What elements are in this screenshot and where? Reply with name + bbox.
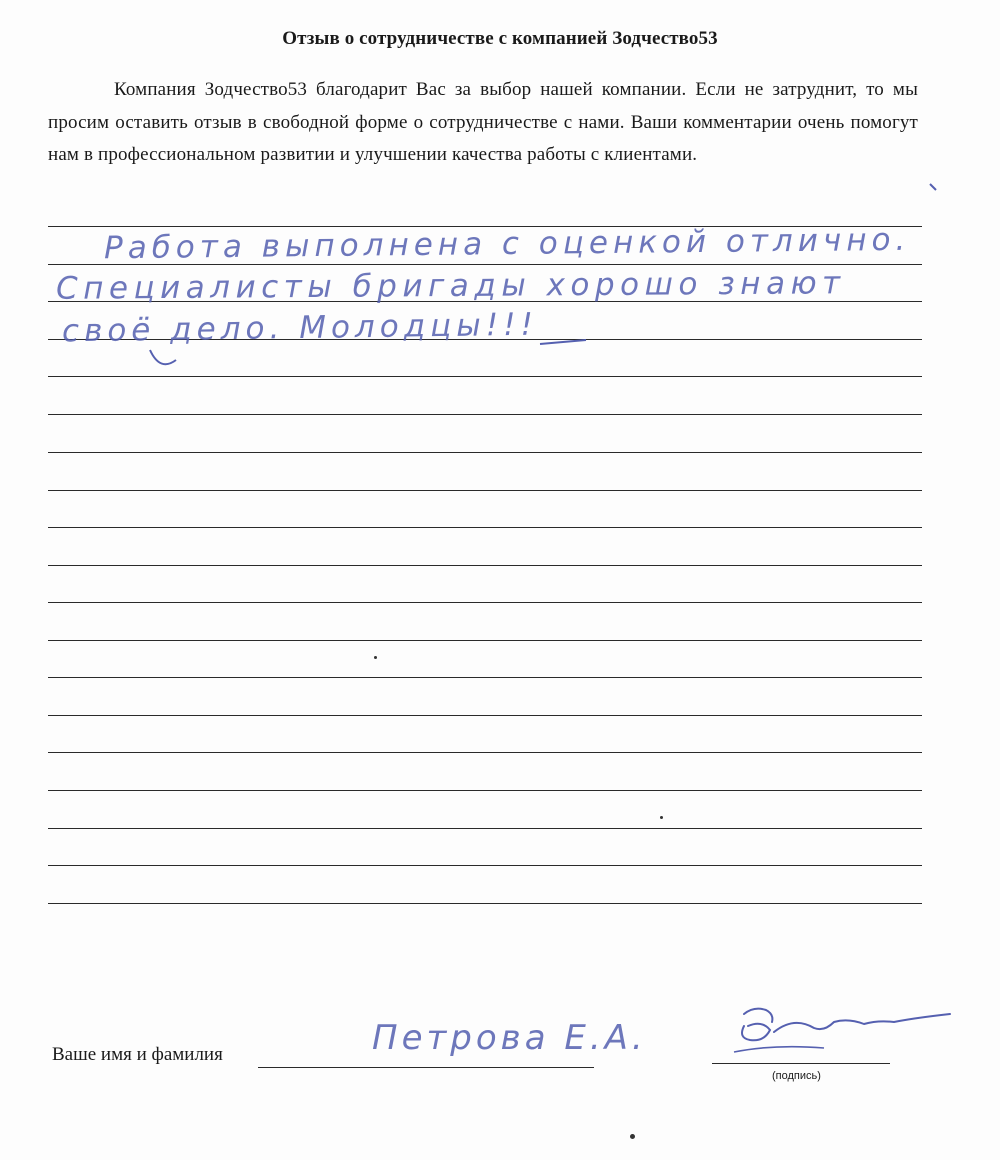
writing-line (48, 903, 922, 904)
scan-speck (374, 656, 377, 659)
writing-line (48, 677, 922, 678)
handwritten-name: Петрова Е.А. (372, 1018, 647, 1058)
writing-line (48, 376, 922, 377)
signature-image (714, 996, 964, 1066)
writing-line (48, 527, 922, 528)
form-title: Отзыв о сотрудничестве с компанией Зодчество53 (282, 28, 718, 49)
scan-speck (660, 816, 663, 819)
writing-line (48, 602, 922, 603)
handwritten-review-line: своё дело. Молодцы!!! (61, 306, 539, 350)
writing-line (48, 565, 922, 566)
handwritten-review-line: Работа выполнена с оценкой отлично. (103, 221, 911, 267)
name-field-label: Ваше имя и фамилия (52, 1044, 223, 1065)
signature-caption: (подпись) (772, 1070, 821, 1082)
writing-line (48, 640, 922, 641)
writing-line (48, 752, 922, 753)
writing-line (48, 490, 922, 491)
signature-field-line (712, 1063, 890, 1064)
handwritten-review-line: Специалисты бригады хорошо знают (55, 265, 846, 307)
writing-line (48, 828, 922, 829)
writing-line (48, 865, 922, 866)
name-field-line (258, 1067, 594, 1068)
scan-speck (630, 1134, 635, 1139)
writing-line (48, 715, 922, 716)
writing-line (48, 452, 922, 453)
intro-paragraph: Компания Зодчество53 благодарит Вас за выбор нашей компании. Если не затруднит, то мы просим оставить отзыв в свободной форме о сотрудничестве с нами. Ваши комментарии очень помогут нам в профессиональном развитии и улучшении качества работы с клиентами. (48, 79, 918, 165)
writing-line (48, 790, 922, 791)
writing-line (48, 414, 922, 415)
